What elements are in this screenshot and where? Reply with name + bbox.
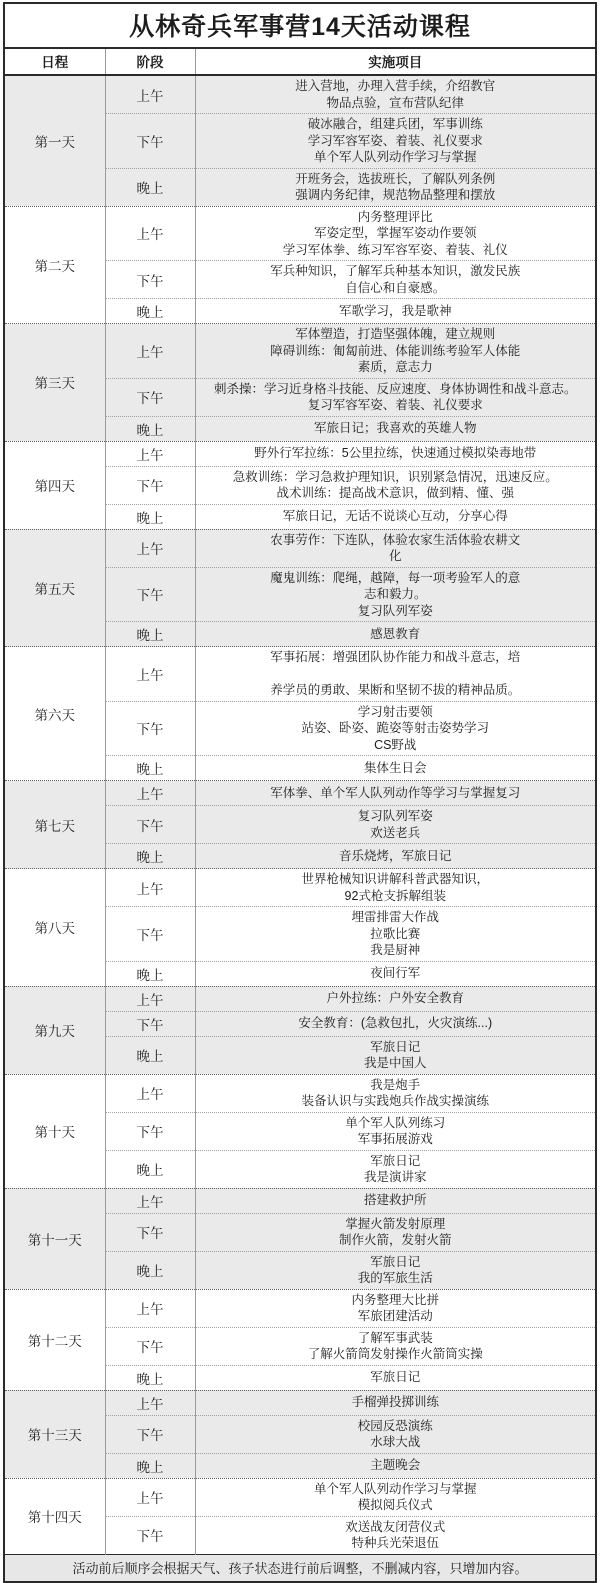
activity-line: 复习队列军姿	[357, 809, 433, 823]
activity-line: 音乐烧烤，军旅日记	[338, 848, 452, 863]
phase-label: 下午	[105, 567, 195, 622]
day-label: 第十一天	[5, 1188, 105, 1289]
activity-line: 军体拳、单个军人队列动作等学习与掌握复习	[270, 785, 521, 800]
activity-items	[195, 701, 595, 756]
phase-label: 上午	[105, 1390, 195, 1415]
phase-label: 晚上	[105, 1251, 195, 1289]
schedule-row	[5, 869, 595, 907]
activity-line: 军旅日记	[370, 1039, 421, 1054]
phase-label: 晚上	[105, 416, 195, 441]
activity-line: 养学员的勇敢、果断和坚韧不拔的精神品质。	[270, 683, 521, 697]
day-label: 第六天	[5, 647, 105, 781]
activity-line: 复习军容军姿、着装、礼仪要求	[307, 398, 483, 412]
column-header-items: 实施项目	[195, 48, 595, 75]
phase-label: 晚上	[105, 299, 195, 324]
activity-line: 欢送战友闭营仪式	[345, 1519, 446, 1534]
activity-line: CS野战	[374, 737, 417, 752]
activity-items	[195, 1365, 595, 1390]
activity-line: 复习队列军姿	[357, 603, 433, 618]
activity-line: 户外拉练：户外安全教育	[326, 991, 464, 1006]
day-label: 第八天	[5, 869, 105, 987]
activity-items	[195, 1415, 595, 1453]
schedule-row	[5, 781, 595, 806]
activity-items	[195, 567, 595, 622]
schedule-row	[5, 324, 595, 379]
activity-items	[195, 1011, 595, 1036]
schedule-row	[5, 647, 595, 702]
phase-label: 下午	[105, 378, 195, 416]
activity-line: 我是演讲家	[363, 1170, 427, 1184]
activity-items	[195, 869, 595, 907]
activity-items	[195, 324, 595, 379]
phase-label: 晚上	[105, 168, 195, 206]
phase-label: 下午	[105, 1213, 195, 1251]
activity-items	[195, 986, 595, 1011]
activity-line: 我是中国人	[363, 1056, 427, 1070]
phase-label: 上午	[105, 75, 195, 114]
activity-line: 站姿、卧姿、跪姿等射击姿势学习	[301, 721, 489, 735]
schedule-row	[5, 206, 595, 261]
activity-line: 军姿定型，掌握军姿动作要领	[313, 226, 477, 240]
activity-line: 军事拓展：增强团队协作能力和战斗意志，培	[270, 650, 521, 664]
activity-line: 主题晚会	[370, 1458, 421, 1473]
activity-line: 模拟阅兵仪式	[357, 1498, 433, 1512]
activity-line: 素质，意志力	[357, 360, 433, 374]
page-title: 从林奇兵军事营14天活动课程	[5, 4, 595, 48]
activity-line: 92式枪支拆解组装	[344, 888, 446, 903]
activity-line: 特种兵光荣退伍	[351, 1536, 439, 1550]
schedule-row	[5, 1390, 595, 1415]
phase-label: 下午	[105, 1112, 195, 1150]
phase-label: 上午	[105, 1289, 195, 1327]
activity-items	[195, 907, 595, 962]
activity-items	[195, 378, 595, 416]
activity-line: 了解军事武装	[357, 1330, 433, 1345]
activity-line: 制作火箭，发射火箭	[338, 1233, 452, 1247]
activity-line: 进入营地，办理入营手续，介绍教官	[295, 79, 496, 93]
activity-items	[195, 1074, 595, 1112]
activity-line: 军事拓展游戏	[357, 1132, 433, 1146]
activity-items	[195, 441, 595, 466]
activity-items	[195, 806, 595, 844]
phase-label: 上午	[105, 206, 195, 261]
activity-items	[195, 756, 595, 781]
footer-row	[5, 1554, 595, 1581]
activity-items	[195, 1213, 595, 1251]
column-header-phase: 阶段	[105, 48, 195, 75]
activity-line: 志和毅力。	[363, 587, 427, 601]
schedule-row	[5, 441, 595, 466]
schedule-row	[5, 1478, 595, 1516]
activity-line: 军旅日记	[370, 1370, 421, 1385]
activity-line: 军歌学习，我是歌神	[338, 303, 452, 318]
activity-line: 学习射击要领	[357, 704, 433, 719]
activity-line: 战术训练：提高战术意识，做到精、懂、强	[276, 486, 514, 500]
day-label: 第十天	[5, 1074, 105, 1188]
activity-items	[195, 504, 595, 529]
activity-items	[195, 1453, 595, 1478]
activity-items	[195, 961, 595, 986]
title-row	[5, 4, 595, 48]
phase-label: 晚上	[105, 756, 195, 781]
schedule-row	[5, 1289, 595, 1327]
phase-label: 晚上	[105, 1365, 195, 1390]
activity-line: 学习军容军姿、着装、礼仪要求	[307, 133, 483, 148]
activity-line: 埋雷排雷大作战	[351, 910, 439, 924]
activity-line: 水球大战	[370, 1435, 421, 1449]
activity-line: 我的军旅生活	[357, 1271, 433, 1285]
activity-line	[202, 666, 590, 683]
activity-line: 集体生日会	[363, 760, 427, 775]
activity-line: 军旅日记，无话不说谈心互动，分享心得	[282, 509, 508, 524]
schedule-row	[5, 1074, 595, 1112]
phase-label: 下午	[105, 261, 195, 299]
schedule-row	[5, 75, 595, 114]
activity-line: 野外行军拉练：5公里拉练，快速通过模拟染毒地带	[254, 446, 537, 461]
phase-label: 上午	[105, 647, 195, 702]
phase-label: 晚上	[105, 961, 195, 986]
day-label: 第三天	[5, 324, 105, 442]
activity-line: 军体塑造，打造坚强体魄，建立规则	[295, 327, 496, 341]
activity-line: 破冰融合，组建兵团，军事训练	[307, 117, 483, 131]
activity-line: 安全教育：(急救包扎，火灾演练...)	[298, 1016, 493, 1031]
day-label: 第四天	[5, 441, 105, 529]
activity-line: 我是炮手	[370, 1077, 421, 1092]
day-label: 第九天	[5, 986, 105, 1074]
activity-line: 刺杀操：学习近身格斗技能、反应速度、身体协调性和战斗意志。	[213, 381, 577, 396]
activity-line: 我是厨神	[370, 943, 421, 957]
activity-items	[195, 1150, 595, 1188]
activity-line: 强调内务纪律，规范物品整理和摆放	[295, 188, 496, 202]
phase-label: 下午	[105, 1415, 195, 1453]
phase-label: 上午	[105, 1478, 195, 1516]
activity-items	[195, 416, 595, 441]
phase-label: 上午	[105, 1074, 195, 1112]
activity-line: 农事劳作：下连队，体验农家生活体验农耕文	[270, 532, 521, 547]
activity-items	[195, 1390, 595, 1415]
phase-label: 上午	[105, 781, 195, 806]
activity-items	[195, 529, 595, 567]
activity-items	[195, 1188, 595, 1213]
day-label: 第十四天	[5, 1478, 105, 1554]
schedule-row	[5, 1188, 595, 1213]
phase-label: 晚上	[105, 504, 195, 529]
activity-line: 军旅团建活动	[357, 1309, 433, 1323]
activity-line: 内务整理大比拼	[351, 1292, 439, 1307]
activity-line: 装备认识与实践炮兵作战实操演练	[301, 1094, 489, 1108]
activity-items	[195, 206, 595, 261]
schedule-table	[5, 4, 595, 1581]
phase-label: 上午	[105, 986, 195, 1011]
phase-label: 上午	[105, 529, 195, 567]
activity-items	[195, 114, 595, 169]
phase-label: 晚上	[105, 1453, 195, 1478]
activity-line: 军兵种知识，了解军兵种基本知识，激发民族	[270, 264, 521, 278]
activity-line: 魔鬼训练：爬绳，越障，每一项考验军人的意	[270, 570, 521, 585]
activity-line: 军旅日记	[370, 1153, 421, 1168]
activity-items	[195, 1112, 595, 1150]
activity-line: 军旅日记	[370, 1254, 421, 1269]
activity-items	[195, 1516, 595, 1554]
activity-line: 学习军体拳、练习军容军姿、着装、礼仪	[282, 242, 508, 257]
phase-label: 晚上	[105, 1150, 195, 1188]
phase-label: 晚上	[105, 1036, 195, 1074]
schedule-body	[5, 75, 595, 1554]
activity-items	[195, 466, 595, 504]
activity-line: 单个军人队列练习	[345, 1115, 446, 1130]
phase-label: 下午	[105, 1327, 195, 1365]
phase-label: 下午	[105, 701, 195, 756]
phase-label: 下午	[105, 907, 195, 962]
phase-label: 下午	[105, 806, 195, 844]
header-row	[5, 48, 595, 75]
phase-label: 下午	[105, 1516, 195, 1554]
phase-label: 晚上	[105, 622, 195, 647]
activity-items	[195, 844, 595, 869]
phase-label: 晚上	[105, 844, 195, 869]
activity-line: 军旅日记；我喜欢的英雄人物	[313, 421, 477, 436]
activity-line: 自信心和自豪感。	[345, 280, 446, 295]
activity-items	[195, 781, 595, 806]
activity-line: 化	[388, 549, 402, 563]
schedule-row	[5, 986, 595, 1011]
activity-items	[195, 1478, 595, 1516]
activity-line: 单个军人队列动作学习与掌握	[313, 150, 477, 164]
day-label: 第十三天	[5, 1390, 105, 1478]
activity-line: 感恩教育	[370, 626, 421, 641]
activity-line: 开班务会，选拔班长，了解队列条例	[295, 171, 496, 186]
schedule-row	[5, 529, 595, 567]
activity-line: 了解火箭筒发射操作火箭筒实操	[307, 1347, 483, 1361]
activity-line: 校园反恐演练	[357, 1418, 433, 1433]
activity-items	[195, 647, 595, 702]
phase-label: 上午	[105, 869, 195, 907]
activity-line: 手榴弹投掷训练	[351, 1395, 439, 1410]
day-label: 第二天	[5, 206, 105, 324]
activity-line: 掌握火箭发射原理	[345, 1216, 446, 1231]
camp-schedule-document	[3, 2, 597, 1583]
activity-items	[195, 261, 595, 299]
activity-items	[195, 75, 595, 114]
activity-line: 世界枪械知识讲解科普武器知识，	[301, 872, 489, 886]
phase-label: 上午	[105, 1188, 195, 1213]
phase-label: 上午	[105, 324, 195, 379]
activity-items	[195, 1251, 595, 1289]
day-label: 第五天	[5, 529, 105, 647]
activity-line: 单个军人队列动作学习与掌握	[313, 1481, 477, 1496]
day-label: 第一天	[5, 75, 105, 206]
activity-items	[195, 622, 595, 647]
activity-items	[195, 168, 595, 206]
column-header-day: 日程	[5, 48, 105, 75]
activity-line: 夜间行军	[370, 966, 421, 981]
phase-label: 下午	[105, 1011, 195, 1036]
activity-line: 拉歌比赛	[370, 926, 421, 941]
activity-items	[195, 1036, 595, 1074]
activity-line: 障碍训练：匍匐前进、体能训练考验军人体能	[270, 343, 521, 358]
day-label: 第七天	[5, 781, 105, 869]
activity-line: 欢送老兵	[370, 825, 421, 840]
activity-items	[195, 1289, 595, 1327]
activity-line: 内务整理评比	[357, 209, 433, 224]
phase-label: 下午	[105, 466, 195, 504]
phase-label: 上午	[105, 441, 195, 466]
activity-line: 物品点验，宣布营队纪律	[326, 95, 464, 110]
footer-note: 活动前后顺序会根据天气、孩子状态进行前后调整，不删减内容，只增加内容。	[5, 1554, 595, 1581]
day-label: 第十二天	[5, 1289, 105, 1390]
activity-line: 急救训练：学习急救护理知识，识别紧急情况，迅速反应。	[232, 469, 558, 484]
phase-label: 下午	[105, 114, 195, 169]
activity-items	[195, 1327, 595, 1365]
activity-items	[195, 299, 595, 324]
activity-line: 搭建救护所	[363, 1193, 427, 1208]
